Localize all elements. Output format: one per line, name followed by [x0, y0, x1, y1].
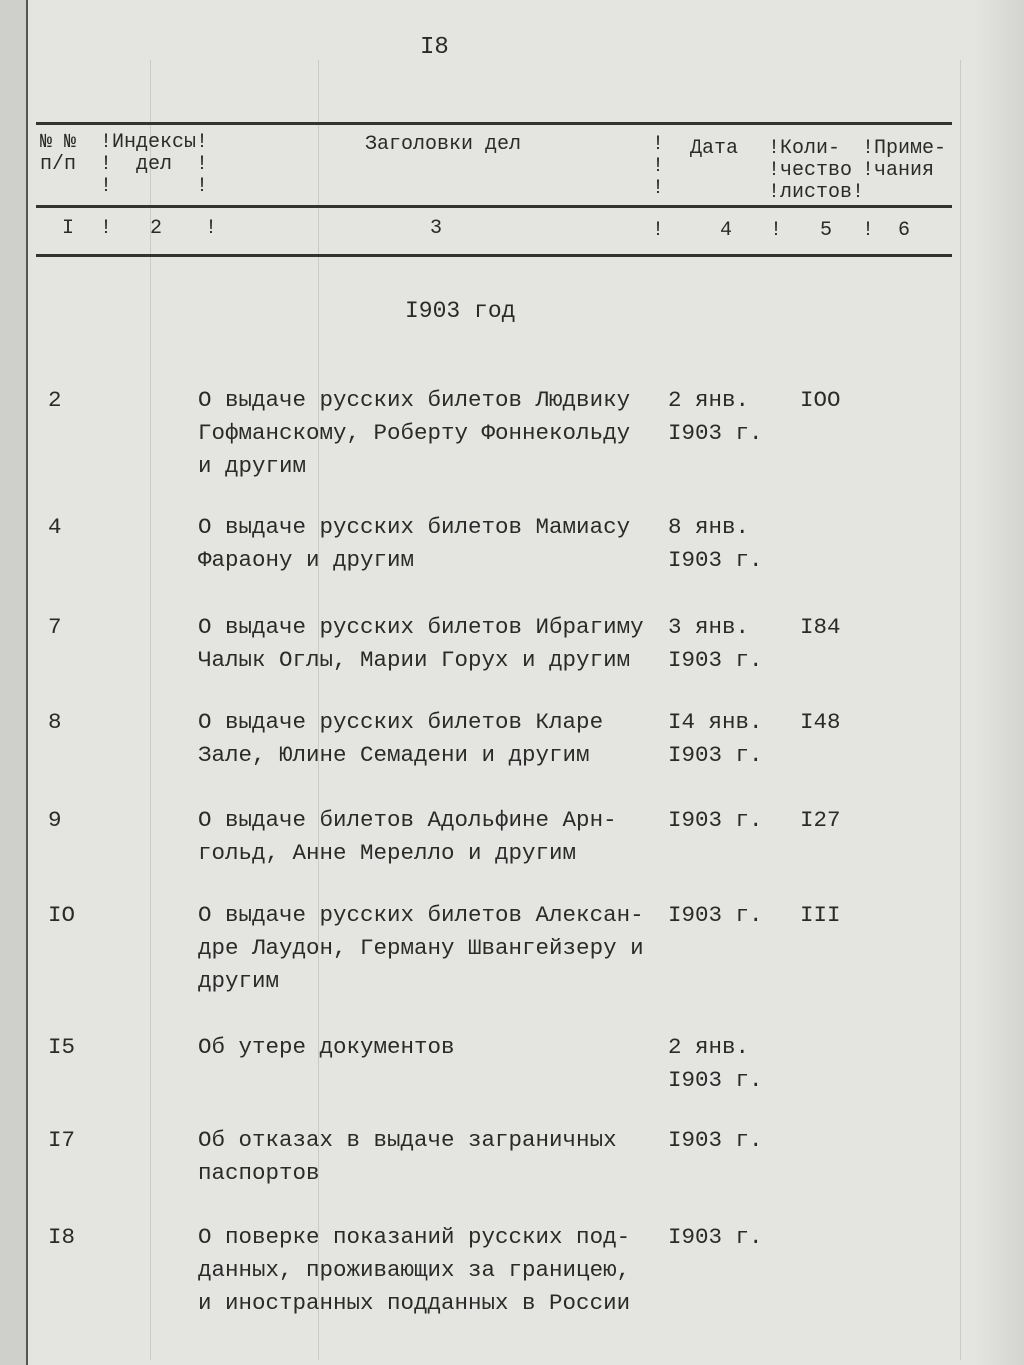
page-shadow [974, 0, 1024, 1365]
col-number-2: 2 [150, 217, 163, 240]
row-sheet-count: IОО [800, 387, 841, 413]
row-date: 2 янв. I903 г. [668, 1034, 763, 1093]
col-number-1: I [62, 217, 75, 240]
header-col-date: Дата [690, 137, 739, 160]
year-heading: I903 год [405, 298, 516, 324]
col-number-4: 4 [720, 219, 733, 242]
row-number: 2 [48, 387, 62, 413]
header-col-title: Заголовки дел [365, 133, 522, 156]
header-col-number: № № п/п [40, 131, 77, 176]
row-title: Об утере документов [198, 1034, 455, 1060]
page-number: I8 [420, 34, 449, 61]
col-number-3: 3 [430, 217, 443, 240]
table-rule-middle [36, 205, 952, 208]
row-number: 9 [48, 807, 62, 833]
row-title: О выдаче русских билетов Кларе Зале, Юлине Семадени и другим [198, 709, 604, 768]
col-separator: ! [100, 217, 113, 240]
row-date: 8 янв. I903 г. [668, 514, 763, 573]
row-title: О выдаче русских билетов Людвику Гофманскому, Роберту Фоннекольду и другим [198, 387, 631, 479]
page-edge [0, 0, 28, 1365]
row-number: 4 [48, 514, 62, 540]
row-date: I903 г. [668, 902, 763, 928]
header-col-separator: ! ! ! [652, 133, 665, 200]
row-date: I903 г. [668, 807, 763, 833]
table-rule-bottom [36, 254, 952, 257]
row-number: I8 [48, 1224, 76, 1250]
row-sheet-count: I48 [800, 709, 841, 735]
header-col-sheets: !Коли- !чество !листов! [768, 137, 865, 204]
col-separator: ! [205, 217, 218, 240]
row-date: I4 янв. I903 г. [668, 709, 763, 768]
header-col-notes: !Приме- !чания [862, 137, 947, 182]
row-title: О выдаче русских билетов Алексан- дре Лаудон, Герману Швангейзеру и другим [198, 902, 644, 994]
table-rule-top [36, 122, 952, 125]
row-title: О выдаче билетов Адольфине Арн- гольд, Анне Мерелло и другим [198, 807, 617, 866]
row-sheet-count: I27 [800, 807, 841, 833]
row-date: I903 г. [668, 1224, 763, 1250]
row-sheet-count: I84 [800, 614, 841, 640]
col-separator: ! [652, 219, 665, 242]
row-title: О выдаче русских билетов Мамиасу Фараону и другим [198, 514, 631, 573]
row-date: I903 г. [668, 1127, 763, 1153]
col-number-5: 5 [820, 219, 833, 242]
row-sheet-count: III [800, 902, 841, 928]
header-col-index: !Индексы! ! дел ! ! ! [100, 131, 209, 198]
row-number: I7 [48, 1127, 76, 1153]
row-title: Об отказах в выдаче заграничных паспортов [198, 1127, 617, 1186]
bleed-line [960, 60, 961, 1360]
col-separator: ! [862, 219, 875, 242]
col-number-6: 6 [898, 219, 911, 242]
row-number: 8 [48, 709, 62, 735]
col-separator: ! [770, 219, 783, 242]
row-date: 2 янв. I903 г. [668, 387, 763, 446]
row-number: IО [48, 902, 76, 928]
row-title: О выдаче русских билетов Ибрагиму Чалык Оглы, Марии Горух и другим [198, 614, 644, 673]
row-date: 3 янв. I903 г. [668, 614, 763, 673]
row-number: I5 [48, 1034, 76, 1060]
row-number: 7 [48, 614, 62, 640]
row-title: О поверке показаний русских под- данных, проживающих за границею, и иностранных подданных в России [198, 1224, 631, 1316]
